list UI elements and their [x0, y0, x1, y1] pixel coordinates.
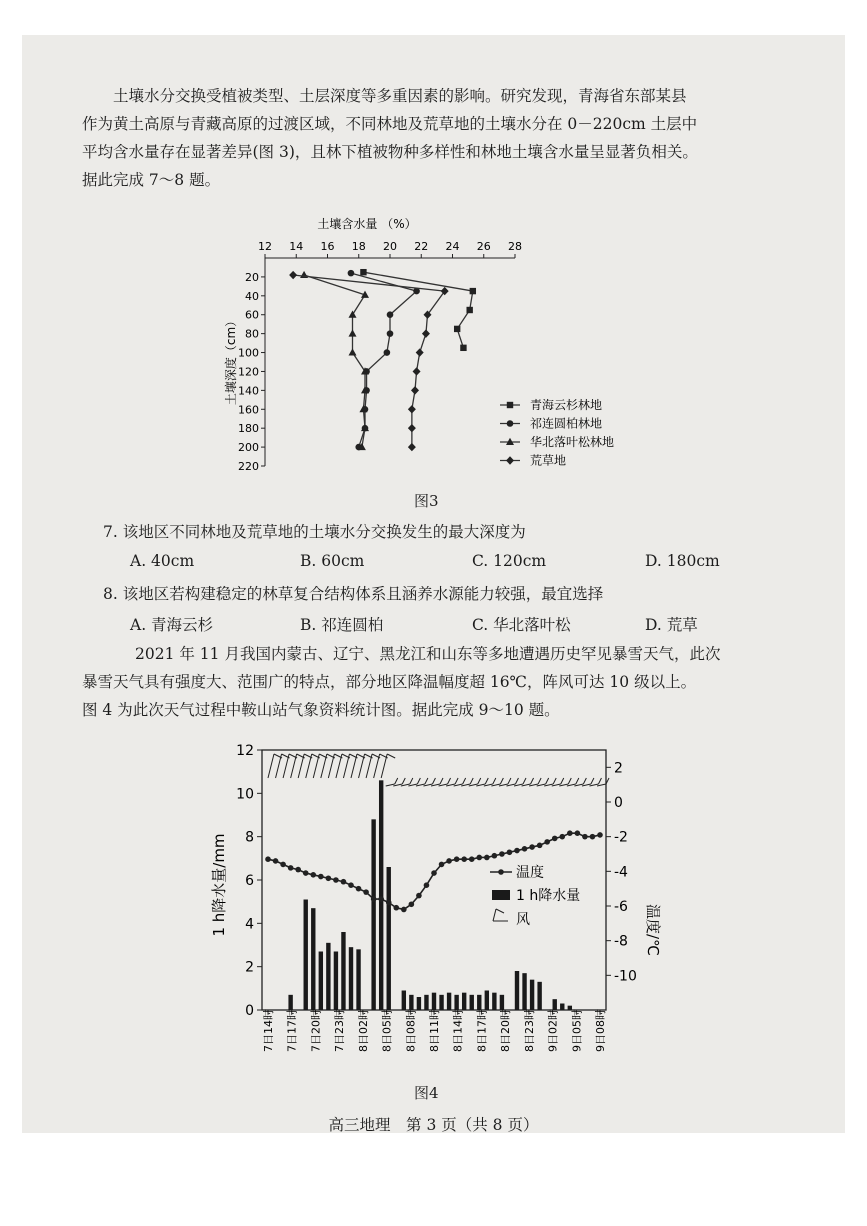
barb-staff	[359, 754, 365, 778]
x-tick-label: 26	[476, 240, 491, 253]
legend-label: 祁连圆柏林地	[530, 416, 603, 431]
legend-label: 青海云杉林地	[530, 398, 603, 412]
q7-option-b[interactable]: B. 60cm	[300, 552, 365, 570]
series-line	[304, 275, 365, 447]
barb-staff	[298, 754, 304, 778]
data-point	[422, 329, 430, 337]
precipitation-bar	[402, 991, 406, 1011]
temperature-point	[409, 901, 415, 907]
y-tick-label: 20	[245, 270, 259, 284]
passage-line: 平均含水量存在显著差异(图 3)，且林下植被物种多样性和林地土壤含水量呈显著负相关。	[82, 143, 698, 161]
x-tick-label: 28	[508, 240, 522, 253]
temperature-point	[522, 846, 528, 852]
barb-staff	[276, 754, 282, 778]
precipitation-bar	[379, 780, 383, 1010]
temperature-point	[341, 879, 347, 885]
precipitation-bar	[319, 952, 323, 1011]
wind-barb-icon	[454, 778, 466, 786]
precipitation-bar	[492, 993, 496, 1010]
figure-4-caption: 图4	[414, 1084, 439, 1102]
precipitation-bar	[560, 1004, 564, 1011]
temperature-point	[559, 834, 565, 840]
data-point	[384, 349, 391, 356]
x-tick-label: 20	[383, 240, 397, 253]
temperature-point	[363, 889, 369, 895]
temperature-point	[393, 905, 399, 911]
precipitation-bar	[304, 900, 308, 1011]
left-tick-label: 12	[236, 743, 254, 759]
x-tick-label: 7日17时	[285, 1009, 299, 1052]
x-tick-label: 22	[414, 240, 429, 253]
x-tick-label: 16	[320, 240, 335, 253]
temperature-point	[469, 856, 475, 862]
barb-staff	[374, 754, 380, 778]
wind-barb-icon	[514, 778, 526, 786]
precipitation-bar	[356, 949, 360, 1010]
barb-staff	[336, 754, 342, 778]
wind-barb-icon	[276, 754, 290, 778]
x-axis-title: 土壤含水量 （%）	[317, 217, 417, 231]
temperature-point	[552, 836, 558, 842]
y-tick-label: 120	[238, 365, 259, 379]
temperature-point	[582, 834, 588, 840]
precipitation-bar	[417, 997, 421, 1010]
left-tick-label: 0	[245, 1003, 254, 1019]
data-point	[413, 367, 421, 375]
temperature-point	[371, 896, 377, 902]
temperature-point	[590, 834, 596, 840]
right-tick-label: -8	[614, 933, 628, 950]
data-point	[470, 288, 476, 294]
wind-barb-icon	[574, 778, 586, 786]
x-tick-label: 8日05时	[380, 1009, 394, 1052]
temperature-point	[318, 874, 324, 880]
x-tick-label: 7日20时	[309, 1009, 323, 1052]
y-tick-label: 220	[238, 460, 259, 473]
passage-line: 据此完成 7～8 题。	[82, 171, 221, 189]
precipitation-bar	[349, 947, 353, 1010]
wind-barb-icon	[291, 754, 305, 778]
temperature-point	[454, 856, 460, 862]
temperature-point	[310, 872, 316, 878]
barb-staff	[268, 754, 274, 778]
barb-flag	[508, 778, 511, 784]
barb-staff	[321, 754, 327, 778]
precipitation-bar	[424, 995, 428, 1010]
y-tick-label: 60	[245, 308, 259, 322]
barb-flag	[515, 778, 518, 784]
left-tick-label: 10	[236, 786, 254, 803]
temperature-point	[265, 856, 271, 862]
figure-3-caption: 图3	[414, 492, 439, 510]
precipitation-bar	[477, 995, 481, 1010]
legend-wind-icon	[496, 909, 504, 913]
wind-barb-icon	[336, 754, 350, 778]
temperature-point	[280, 862, 286, 868]
left-tick-label: 2	[245, 959, 254, 976]
wind-barb-icon	[582, 778, 594, 786]
passage-soil-water	[82, 82, 782, 194]
legend-label: 荒草地	[530, 453, 567, 468]
data-point	[387, 311, 394, 318]
wind-barb-icon	[298, 754, 312, 778]
series-diamond	[289, 271, 449, 451]
barb-flag	[432, 778, 435, 784]
temperature-point	[424, 882, 430, 888]
temperature-point	[507, 849, 513, 855]
wind-barb-icon	[567, 778, 579, 786]
wind-barb-icon	[431, 778, 443, 786]
temperature-point	[476, 855, 482, 861]
barb-flag	[410, 778, 413, 784]
wind-barb-icon	[461, 778, 473, 786]
wind-barb-icon	[351, 754, 365, 778]
barb-flag	[568, 778, 571, 784]
precipitation-bar	[470, 995, 474, 1010]
barb-staff	[313, 754, 319, 778]
y-tick-label: 80	[245, 327, 259, 341]
barb-flag	[561, 778, 564, 784]
figure-3-soil-moisture-chart	[215, 210, 655, 480]
x-tick-label: 8日14时	[451, 1009, 465, 1052]
data-point	[349, 348, 357, 355]
right-tick-label: 2	[614, 760, 623, 777]
barb-flag	[478, 778, 481, 784]
temperature-point	[333, 877, 339, 883]
series-circle	[348, 270, 420, 451]
barb-flag	[553, 778, 556, 784]
question-8-stem: 8. 该地区若构建稳定的林草复合结构体系且涵养水源能力较强，最宜选择	[103, 585, 604, 603]
precipitation-bar	[553, 999, 557, 1010]
barb-staff	[328, 754, 334, 778]
wind-barb-icon	[393, 778, 405, 786]
temperature-point	[348, 882, 354, 888]
y-tick-label: 180	[238, 422, 259, 436]
legend-marker	[506, 456, 514, 464]
right-tick-label: -4	[614, 864, 628, 881]
barb-flag	[440, 778, 443, 784]
precipitation-bar	[485, 991, 489, 1011]
barb-flag	[538, 778, 541, 784]
temperature-point	[575, 830, 581, 836]
precipitation-bar	[439, 995, 443, 1010]
temperature-point	[326, 875, 332, 881]
y-tick-label: 140	[238, 384, 259, 398]
data-point	[460, 345, 466, 351]
q8-option-d[interactable]: D. 荒草	[645, 616, 698, 634]
series-square	[360, 269, 476, 351]
x-tick-label: 9日05时	[570, 1009, 584, 1052]
barb-staff	[343, 754, 349, 778]
barb-flag	[493, 778, 496, 784]
barb-flag	[470, 778, 473, 784]
data-point	[349, 311, 357, 318]
x-tick-label: 8日23时	[522, 1009, 536, 1052]
temperature-point	[431, 870, 437, 876]
data-point	[454, 326, 460, 332]
y-tick-label: 40	[245, 289, 259, 303]
series-line	[363, 272, 472, 348]
q8-option-a[interactable]: A. 青海云杉	[130, 616, 214, 634]
passage-snowstorm	[82, 640, 804, 724]
precipitation-bar	[311, 908, 315, 1010]
data-point	[411, 386, 419, 394]
series-triangle	[300, 271, 369, 450]
barb-flag	[500, 778, 503, 784]
legend-wind-icon	[493, 909, 496, 921]
wind-barb-icon	[552, 778, 564, 786]
passage-line: 图 4 为此次天气过程中鞍山站气象资料统计图。据此完成 9～10 题。	[82, 701, 560, 719]
x-tick-label: 12	[258, 240, 272, 253]
wind-barb-icon	[423, 778, 435, 786]
barb-flag	[402, 778, 405, 784]
wind-barb-icon	[374, 754, 388, 778]
temperature-point	[484, 855, 490, 861]
barb-flag	[583, 778, 586, 784]
legend-marker	[507, 420, 514, 427]
temperature-point	[288, 865, 294, 871]
q7-option-d[interactable]: D. 180cm	[645, 552, 720, 570]
wind-barb-icon	[268, 754, 282, 778]
q7-option-c[interactable]: C. 120cm	[472, 552, 547, 570]
passage-line: 作为黄土高原与青藏高原的过渡区域，不同林地及荒草地的土壤水分在 0－220cm 土层中	[82, 115, 698, 133]
data-point	[360, 269, 366, 275]
wind-barb-icon	[484, 778, 496, 786]
wind-barb-icon	[589, 778, 601, 786]
temperature-point	[439, 862, 445, 868]
precipitation-bar	[537, 982, 541, 1010]
wind-barb-icon	[499, 778, 511, 786]
data-point	[348, 270, 355, 277]
temperature-point	[461, 856, 467, 862]
temperature-point	[386, 900, 392, 906]
passage-line: 2021 年 11 月我国内蒙古、辽宁、黑龙江和山东等多地遭遇历史罕见暴雪天气，此次	[135, 645, 721, 663]
temperature-point	[295, 867, 301, 873]
barb-flag	[463, 778, 466, 784]
legend-marker	[507, 402, 513, 408]
wind-barb-icon	[491, 778, 503, 786]
wind-barb-icon	[328, 754, 342, 778]
right-tick-label: -10	[614, 968, 637, 985]
wind-barb-icon	[469, 778, 481, 786]
left-tick-label: 6	[245, 873, 254, 889]
x-tick-label: 9日02时	[546, 1009, 560, 1052]
barb-flag	[455, 778, 458, 784]
left-tick-label: 4	[245, 916, 254, 933]
barb-flag	[598, 778, 601, 784]
series-line	[293, 275, 445, 447]
wind-barb-icon	[522, 778, 534, 786]
x-tick-label: 8日08时	[404, 1009, 418, 1052]
question-7-stem: 7. 该地区不同林地及荒草地的土壤水分交换发生的最大深度为	[103, 523, 526, 541]
barb-flag	[591, 778, 594, 784]
temperature-point	[378, 896, 384, 902]
data-point	[416, 348, 424, 356]
x-tick-label: 7日23时	[333, 1009, 347, 1052]
wind-barb-icon	[359, 754, 373, 778]
precipitation-bar	[409, 995, 413, 1010]
wind-barb-icon	[506, 778, 518, 786]
precipitation-bar	[515, 971, 519, 1010]
precipitation-bar	[462, 993, 466, 1010]
wind-barb-icon	[476, 778, 488, 786]
right-axis-title: 温度/℃	[644, 904, 662, 956]
temperature-point	[492, 853, 498, 859]
x-tick-label: 8日20时	[499, 1009, 513, 1052]
precipitation-bar	[371, 819, 375, 1010]
q7-option-a[interactable]: A. 40cm	[130, 552, 195, 570]
barb-staff	[351, 754, 357, 778]
wind-barb-icon	[313, 754, 327, 778]
wind-barb-icon	[559, 778, 571, 786]
barb-flag	[387, 754, 395, 758]
wind-barb-icon	[416, 778, 428, 786]
wind-barb-icon	[321, 754, 335, 778]
passage-line: 暴雪天气具有强度大、范围广的特点，部分地区降温幅度超 16℃，阵风可达 10 级以上。	[82, 673, 697, 691]
barb-flag	[425, 778, 428, 784]
barb-flag	[523, 778, 526, 784]
left-tick-label: 8	[245, 829, 254, 846]
barb-flag	[546, 778, 549, 784]
data-point	[289, 271, 297, 279]
temperature-point	[537, 843, 543, 849]
x-tick-label: 14	[289, 240, 304, 253]
barb-staff	[291, 754, 297, 778]
left-axis-title: 1 h降水量/mm	[210, 833, 228, 937]
wind-barb-icon	[597, 778, 609, 786]
wind-barb-icon	[446, 778, 458, 786]
barb-flag	[417, 778, 420, 784]
barb-staff	[283, 754, 289, 778]
temperature-point	[416, 893, 422, 899]
x-tick-label: 9日08时	[594, 1009, 607, 1052]
precipitation-bar	[454, 995, 458, 1010]
x-tick-label: 24	[445, 240, 460, 253]
y-tick-label: 100	[238, 346, 259, 360]
temperature-point	[544, 839, 550, 845]
temperature-point	[514, 848, 520, 854]
precipitation-bar	[432, 993, 436, 1010]
data-point	[349, 329, 357, 336]
x-tick-label: 8日17时	[475, 1009, 489, 1052]
legend-precip-swatch	[492, 890, 510, 900]
temperature-point	[303, 870, 309, 876]
y-tick-label: 200	[238, 441, 259, 455]
data-point	[408, 443, 416, 451]
legend-label: 华北落叶松林地	[530, 435, 615, 449]
barb-flag	[576, 778, 579, 784]
barb-flag	[485, 778, 488, 784]
x-tick-label: 7日14时	[262, 1009, 275, 1052]
precipitation-bar	[500, 995, 504, 1010]
x-tick-label: 18	[351, 240, 366, 253]
wind-barb-icon	[386, 778, 398, 786]
right-tick-label: -2	[614, 829, 628, 846]
right-tick-label: -6	[614, 899, 628, 915]
q8-option-c[interactable]: C. 华北落叶松	[472, 616, 571, 634]
temperature-point	[356, 886, 362, 892]
wind-barb-icon	[401, 778, 413, 786]
page-footer: 高三地理 第 3 页（共 8 页）	[328, 1116, 539, 1134]
wind-barb-icon	[529, 778, 541, 786]
data-point	[408, 424, 416, 432]
data-point	[408, 405, 416, 413]
temperature-point	[446, 858, 452, 864]
temperature-point	[597, 832, 603, 838]
q8-option-b[interactable]: B. 祁连圆柏	[300, 616, 384, 634]
precipitation-bar	[522, 973, 526, 1010]
wind-barb-icon	[306, 754, 320, 778]
data-point	[466, 307, 472, 313]
precipitation-bar	[530, 980, 534, 1010]
temperature-point	[401, 907, 407, 913]
data-point	[387, 330, 394, 337]
precipitation-bar	[447, 993, 451, 1010]
x-tick-label: 8日11时	[428, 1009, 441, 1052]
precipitation-bar	[326, 943, 330, 1010]
wind-barb-icon	[537, 778, 549, 786]
right-tick-label: 0	[614, 795, 623, 811]
wind-barb-icon	[381, 754, 395, 778]
barb-flag	[395, 778, 398, 784]
passage-line: 土壤水分交换受植被类型、土层深度等多重因素的影响。研究发现，青海省东部某县	[113, 87, 687, 105]
precipitation-bar	[334, 952, 338, 1011]
temperature-point	[499, 851, 505, 857]
temperature-point	[529, 844, 535, 850]
legend-temp-label: 温度	[516, 865, 544, 881]
y-axis-title: 土壤深度（cm）	[224, 314, 238, 406]
temperature-point	[273, 858, 279, 864]
wind-barb-icon	[439, 778, 451, 786]
legend-temp-marker	[498, 869, 504, 875]
legend-precip-label: 1 h降水量	[516, 888, 581, 904]
precipitation-bar	[387, 867, 391, 1010]
wind-barb-icon	[408, 778, 420, 786]
temperature-point	[567, 830, 573, 836]
wind-barb-icon	[283, 754, 297, 778]
barb-flag	[531, 778, 534, 784]
wind-barb-icon	[366, 754, 380, 778]
precipitation-bar	[341, 932, 345, 1010]
wind-barb-icon	[343, 754, 357, 778]
barb-staff	[381, 754, 387, 778]
series-line	[351, 273, 417, 447]
legend-wind-label: 风	[516, 912, 530, 928]
figure-4-weather-chart	[200, 735, 670, 1075]
barb-flag	[448, 778, 451, 784]
barb-staff	[306, 754, 312, 778]
y-tick-label: 160	[238, 403, 259, 417]
wind-barb-icon	[544, 778, 556, 786]
barb-staff	[366, 754, 372, 778]
precipitation-bar	[288, 995, 292, 1010]
x-tick-label: 8日02时	[356, 1009, 370, 1052]
